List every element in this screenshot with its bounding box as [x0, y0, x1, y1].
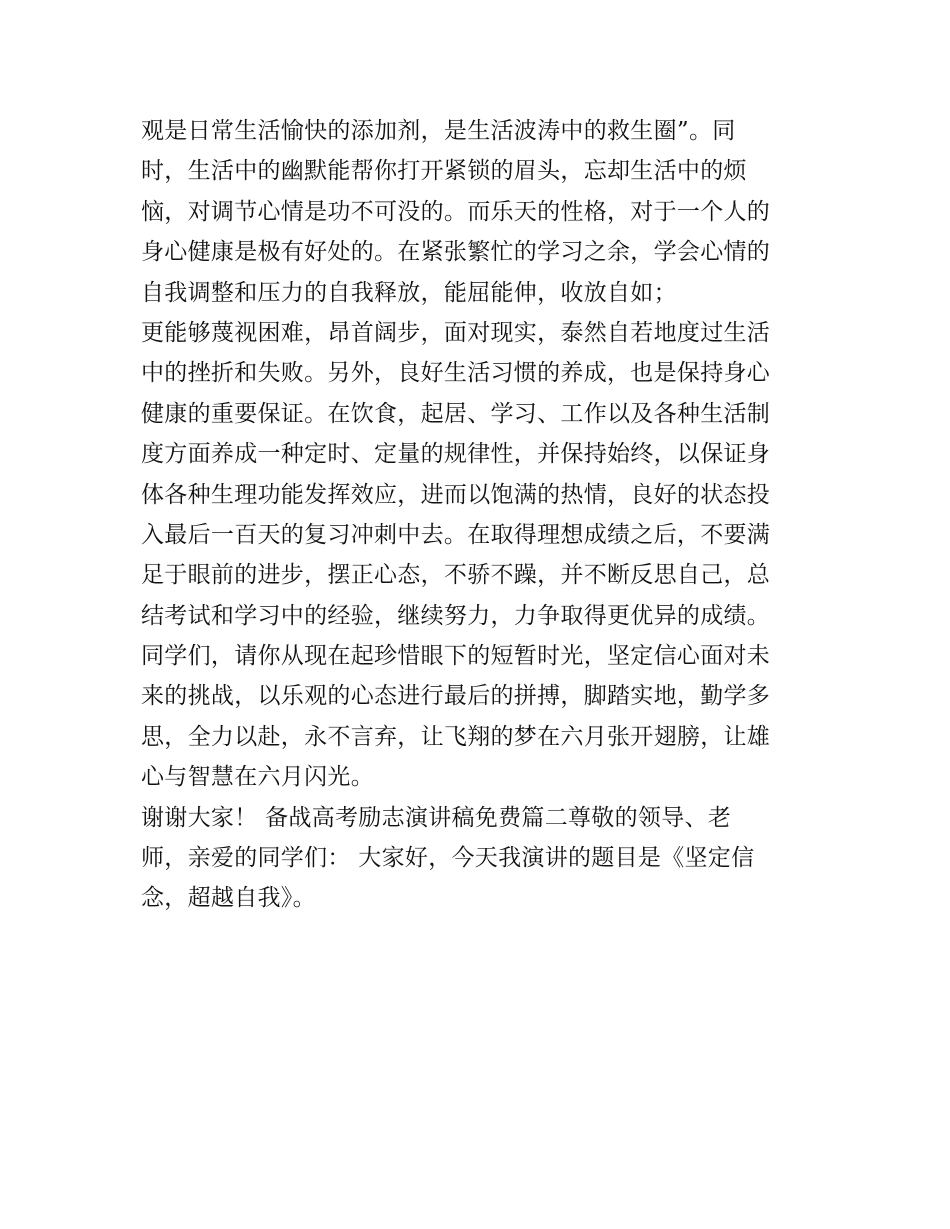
text-line: 恼，对调节心情是功不可没的。而乐天的性格，对于一个人的: [141, 198, 771, 225]
text-line: 度方面养成一种定时、定量的规律性，并保持始终，以保证身: [141, 441, 771, 468]
text-line: 思，全力以赴，永不言弃，让飞翔的梦在六月张开翅膀，让雄: [141, 723, 771, 750]
text-line: 自我调整和压力的自我释放，能屈能伸，收放自如；: [141, 279, 677, 306]
text-line: 身心健康是极有好处的。在紧张繁忙的学习之余，学会心情的: [141, 239, 771, 266]
text-line: 心与智慧在六月闪光。: [141, 764, 374, 791]
text-line: 健康的重要保证。在饮食，起居、学习、工作以及各种生活制: [141, 400, 771, 427]
text-line: 同学们，请你从现在起珍惜眼下的短暂时光，坚定信心面对未: [141, 643, 771, 670]
text-line: 结考试和学习中的经验，继续努力，力争取得更优异的成绩。: [141, 602, 771, 629]
text-line: 足于眼前的进步，摆正心态，不骄不躁，并不断反思自己，总: [141, 562, 771, 589]
text-line: 来的挑战，以乐观的心态进行最后的拼搏，脚踏实地，勤学多: [141, 683, 771, 710]
text-line: 时，生活中的幽默能帮你打开紧锁的眉头，忘却生活中的烦: [141, 158, 747, 185]
text-line: 师，亲爱的同学们： 大家好，今天我演讲的题目是《坚定信: [141, 845, 755, 872]
text-line: 中的挫折和失败。另外，良好生活习惯的养成，也是保持身心: [141, 360, 771, 387]
text-line: 入最后一百天的复习冲刺中去。在取得理想成绩之后，不要满: [141, 521, 771, 548]
body-text: [141, 111, 821, 919]
text-line: 观是日常生活愉快的添加剂，是生活波涛中的救生圈”。同: [141, 118, 736, 144]
text-line: 更能够蔑视困难，昂首阔步，面对现实，泰然自若地度过生活: [141, 319, 771, 346]
text-line: 谢谢大家！ 备战高考励志演讲稿免费篇二尊敬的领导、老: [141, 804, 732, 831]
text-line: 体各种生理功能发挥效应，进而以饱满的热情，良好的状态投: [141, 481, 771, 508]
text-line: 念，超越自我》。: [141, 885, 316, 912]
